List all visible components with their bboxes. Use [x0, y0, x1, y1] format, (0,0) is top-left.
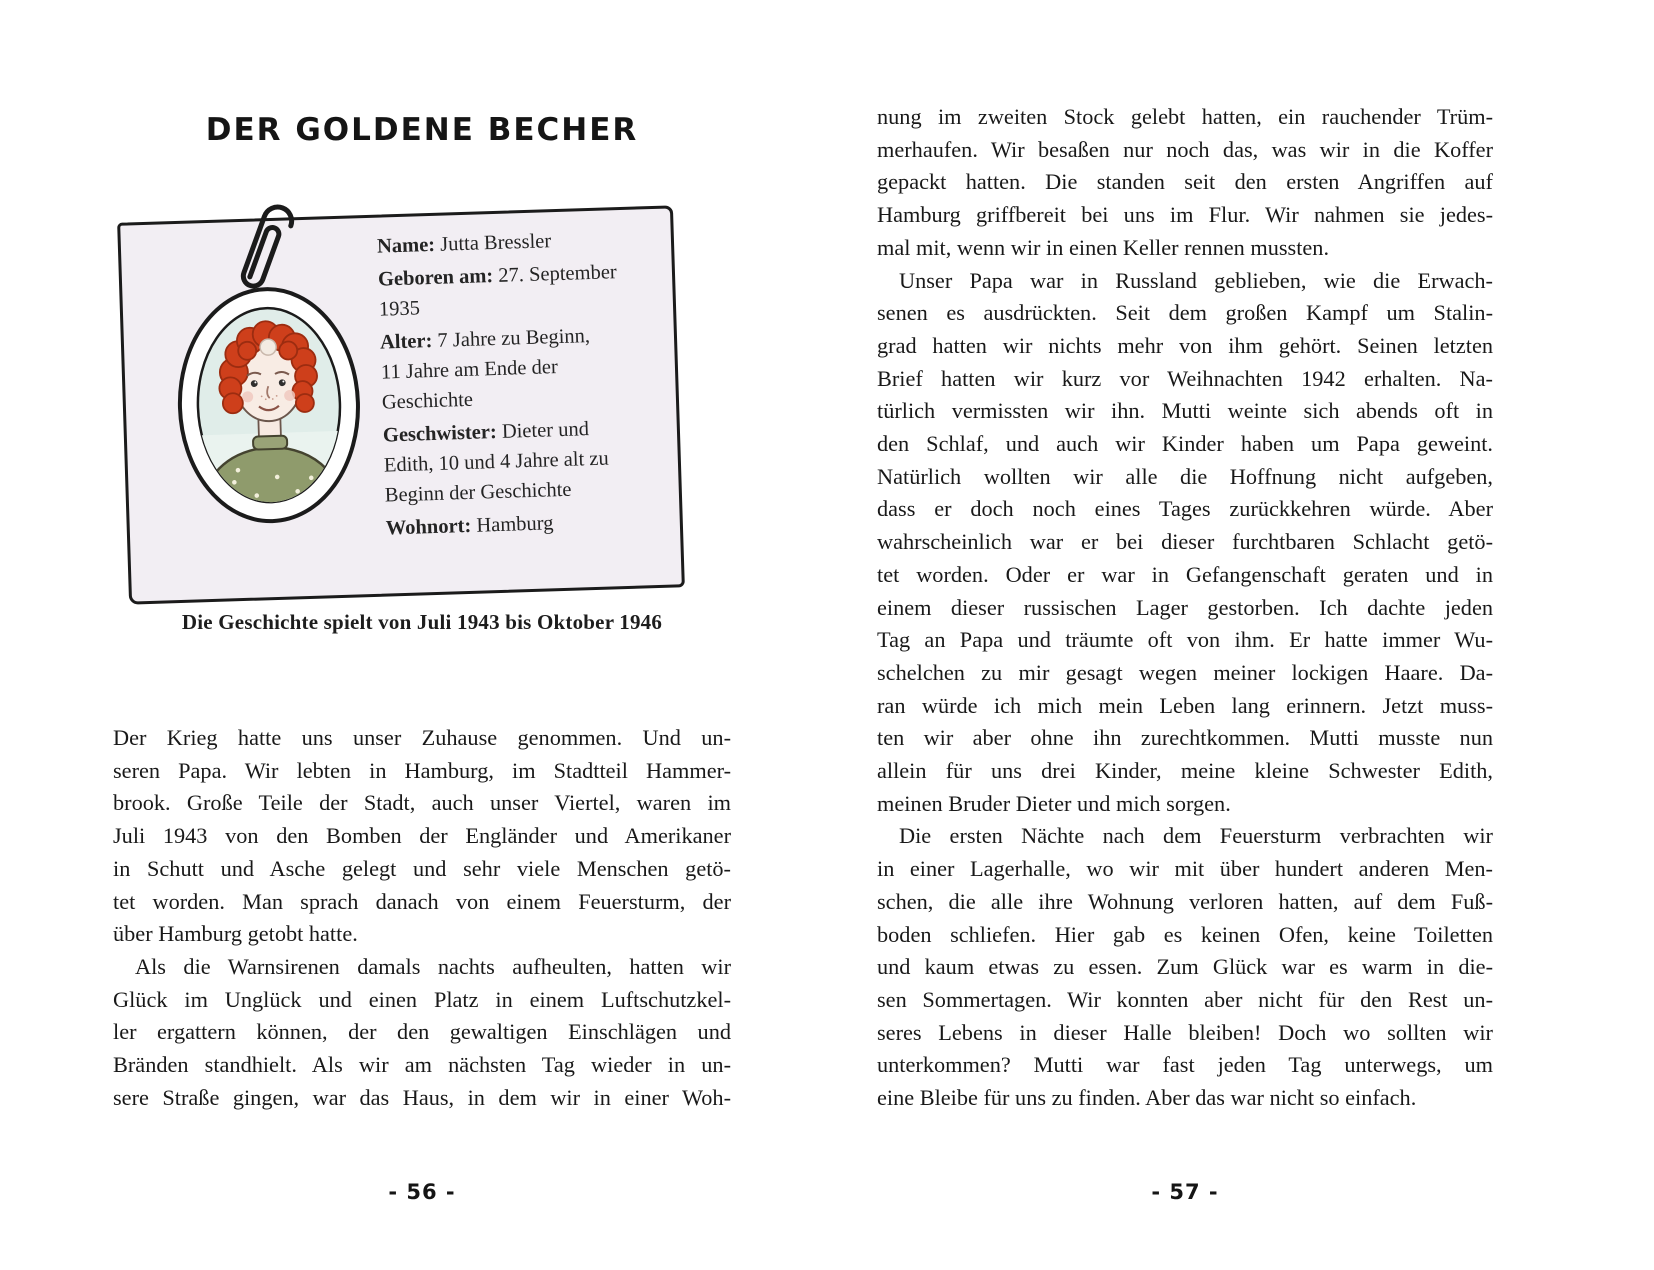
- book-page-left: [113, 0, 731, 1270]
- text-line: schen, die alle ihre Wohnung verloren hatten, auf dem Fuß-: [877, 888, 1493, 914]
- card-field: Wohnort: Hamburg: [385, 512, 554, 540]
- story-timeframe-caption: Die Geschichte spielt von Juli 1943 bis Oktober 1946: [181, 610, 663, 634]
- text-line: grad hatten wir nichts mehr von ihm gehört. Seinen letzten: [877, 332, 1493, 358]
- text-line: eine Bleibe für uns zu finden. Aber das war nicht so einfach.: [877, 1085, 1417, 1111]
- text-line: ran würde ich mich mein Leben lang erinnern. Jetzt muss-: [877, 692, 1493, 718]
- card-field-label: Geschwister:: [382, 420, 503, 447]
- text-line: sere Straße gingen, war das Haus, in dem wir in einer Woh-: [113, 1084, 731, 1110]
- text-line: ten wir aber ohne ihn zurechtkommen. Mutti musste nun: [877, 725, 1493, 751]
- text-line: Hamburg griffbereit bei uns im Flur. Wir nahmen sie jedes-: [877, 202, 1493, 228]
- card-fields: [377, 223, 672, 547]
- text-line: Glück im Unglück und einen Platz in einem Luftschutzkel-: [113, 986, 731, 1012]
- text-line: einem dieser russischen Lager gestorben. Ich dachte jeden: [877, 594, 1493, 620]
- text-line: brook. Große Teile der Stadt, auch unser Viertel, waren im: [113, 790, 731, 816]
- text-line: dass er doch noch eines Tages zurückkehren würde. Aber: [877, 496, 1493, 522]
- text-line: den Schlaf, und auch wir Kinder haben um Papa geweint.: [877, 431, 1493, 457]
- text-line: unterkommen? Mutti war fast jeden Tag unterwegs, um: [877, 1052, 1493, 1078]
- card-field: Alter: 7 Jahre zu Beginn, 11 Jahre am Ende der Geschichte: [379, 325, 591, 414]
- page-number-right: - 57 -: [1151, 1180, 1219, 1204]
- text-line: in einer Lagerhalle, wo wir mit über hundert anderen Men-: [877, 856, 1493, 882]
- text-line: boden schliefen. Hier gab es keinen Ofen, keine Toiletten: [877, 921, 1493, 947]
- text-line: Bränden standhielt. Als wir am nächsten Tag wieder in un-: [113, 1052, 731, 1078]
- text-line: und kaum etwas zu essen. Zum Glück war es warm in die-: [877, 954, 1493, 980]
- text-line: nung im zweiten Stock gelebt hatten, ein rauchender Trüm-: [877, 104, 1493, 129]
- text-line: Brief hatten wir kurz vor Weihnachten 1942 erhalten. Na-: [877, 365, 1493, 391]
- card-field-label: Geboren am:: [377, 264, 499, 291]
- card-field-label: Name:: [376, 233, 441, 258]
- text-line: Unser Papa war in Russland geblieben, wie die Erwach-: [899, 267, 1493, 293]
- page-number-left: - 56 -: [388, 1180, 456, 1204]
- text-line: tet worden. Oder er war in Gefangenschaft geraten und in: [877, 561, 1493, 587]
- text-line: Als die Warnsirenen damals nachts aufheulten, hatten wir: [135, 953, 731, 979]
- body-text-left: [113, 722, 731, 1114]
- text-line: senen es ausdrückten. Seit dem großen Kampf um Stalin-: [877, 300, 1493, 326]
- text-line: schelchen zu mir gesagt wegen meiner lockigen Haare. Da-: [877, 659, 1493, 685]
- text-line: türlich vermissten wir ihn. Mutti weinte sich abends oft in: [877, 398, 1493, 424]
- text-line: ler ergattern können, der den gewaltigen Einschlägen und: [113, 1019, 731, 1045]
- text-line: seren Papa. Wir lebten in Hamburg, im Stadtteil Hammer-: [113, 757, 731, 783]
- card-field: Geboren am: 27. September 1935: [377, 261, 618, 321]
- text-line: Der Krieg hatte uns unser Zuhause genommen. Und un-: [113, 725, 731, 750]
- text-line: mal mit, wenn wir in einen Keller rennen mussten.: [877, 234, 1330, 260]
- card-field: Geschwister: Dieter und Edith, 10 und 4 Jahre alt zu Beginn der Geschichte: [382, 418, 610, 507]
- text-line: seres Lebens in dieser Halle bleiben! Doch wo sollten wir: [877, 1019, 1493, 1045]
- portrait-girl-red-curly-hair-icon: [170, 280, 368, 530]
- text-line: Natürlich wollten wir alle die Hoffnung nicht aufgeben,: [877, 463, 1493, 489]
- text-line: Juli 1943 von den Bomben der Engländer und Amerikaner: [113, 823, 731, 849]
- text-line: merhaufen. Wir besaßen nur noch das, was wir in die Koffer: [877, 136, 1493, 162]
- card-field: Name: Jutta Bressler: [376, 230, 552, 258]
- text-line: wahrscheinlich war er bei dieser furchtbaren Schlacht getö-: [877, 529, 1493, 555]
- card-field-label: Wohnort:: [385, 514, 477, 540]
- text-line: tet worden. Man sprach danach von einem Feuersturm, der: [113, 888, 731, 914]
- chapter-title: DER GOLDENE BECHER: [205, 112, 639, 148]
- book-page-right: [877, 0, 1493, 1270]
- text-line: meinen Bruder Dieter und mich sorgen.: [877, 790, 1231, 816]
- text-line: Die ersten Nächte nach dem Feuersturm verbrachten wir: [899, 823, 1493, 849]
- text-line: über Hamburg getobt hatte.: [113, 921, 358, 947]
- text-line: Tag an Papa und träumte oft von ihm. Er hatte immer Wu-: [877, 627, 1493, 653]
- text-line: gepackt hatten. Die standen seit den ersten Angriffen auf: [877, 169, 1493, 195]
- text-line: allein für uns drei Kinder, meine kleine Schwester Edith,: [877, 758, 1493, 784]
- text-line: sen Sommertagen. Wir konnten aber nicht für den Rest un-: [877, 986, 1493, 1012]
- card-field-label: Alter:: [379, 329, 438, 354]
- body-text-right: [877, 101, 1493, 1115]
- text-line: in Schutt und Asche gelegt und sehr viele Menschen getö-: [113, 855, 731, 881]
- character-info-card: [117, 205, 685, 604]
